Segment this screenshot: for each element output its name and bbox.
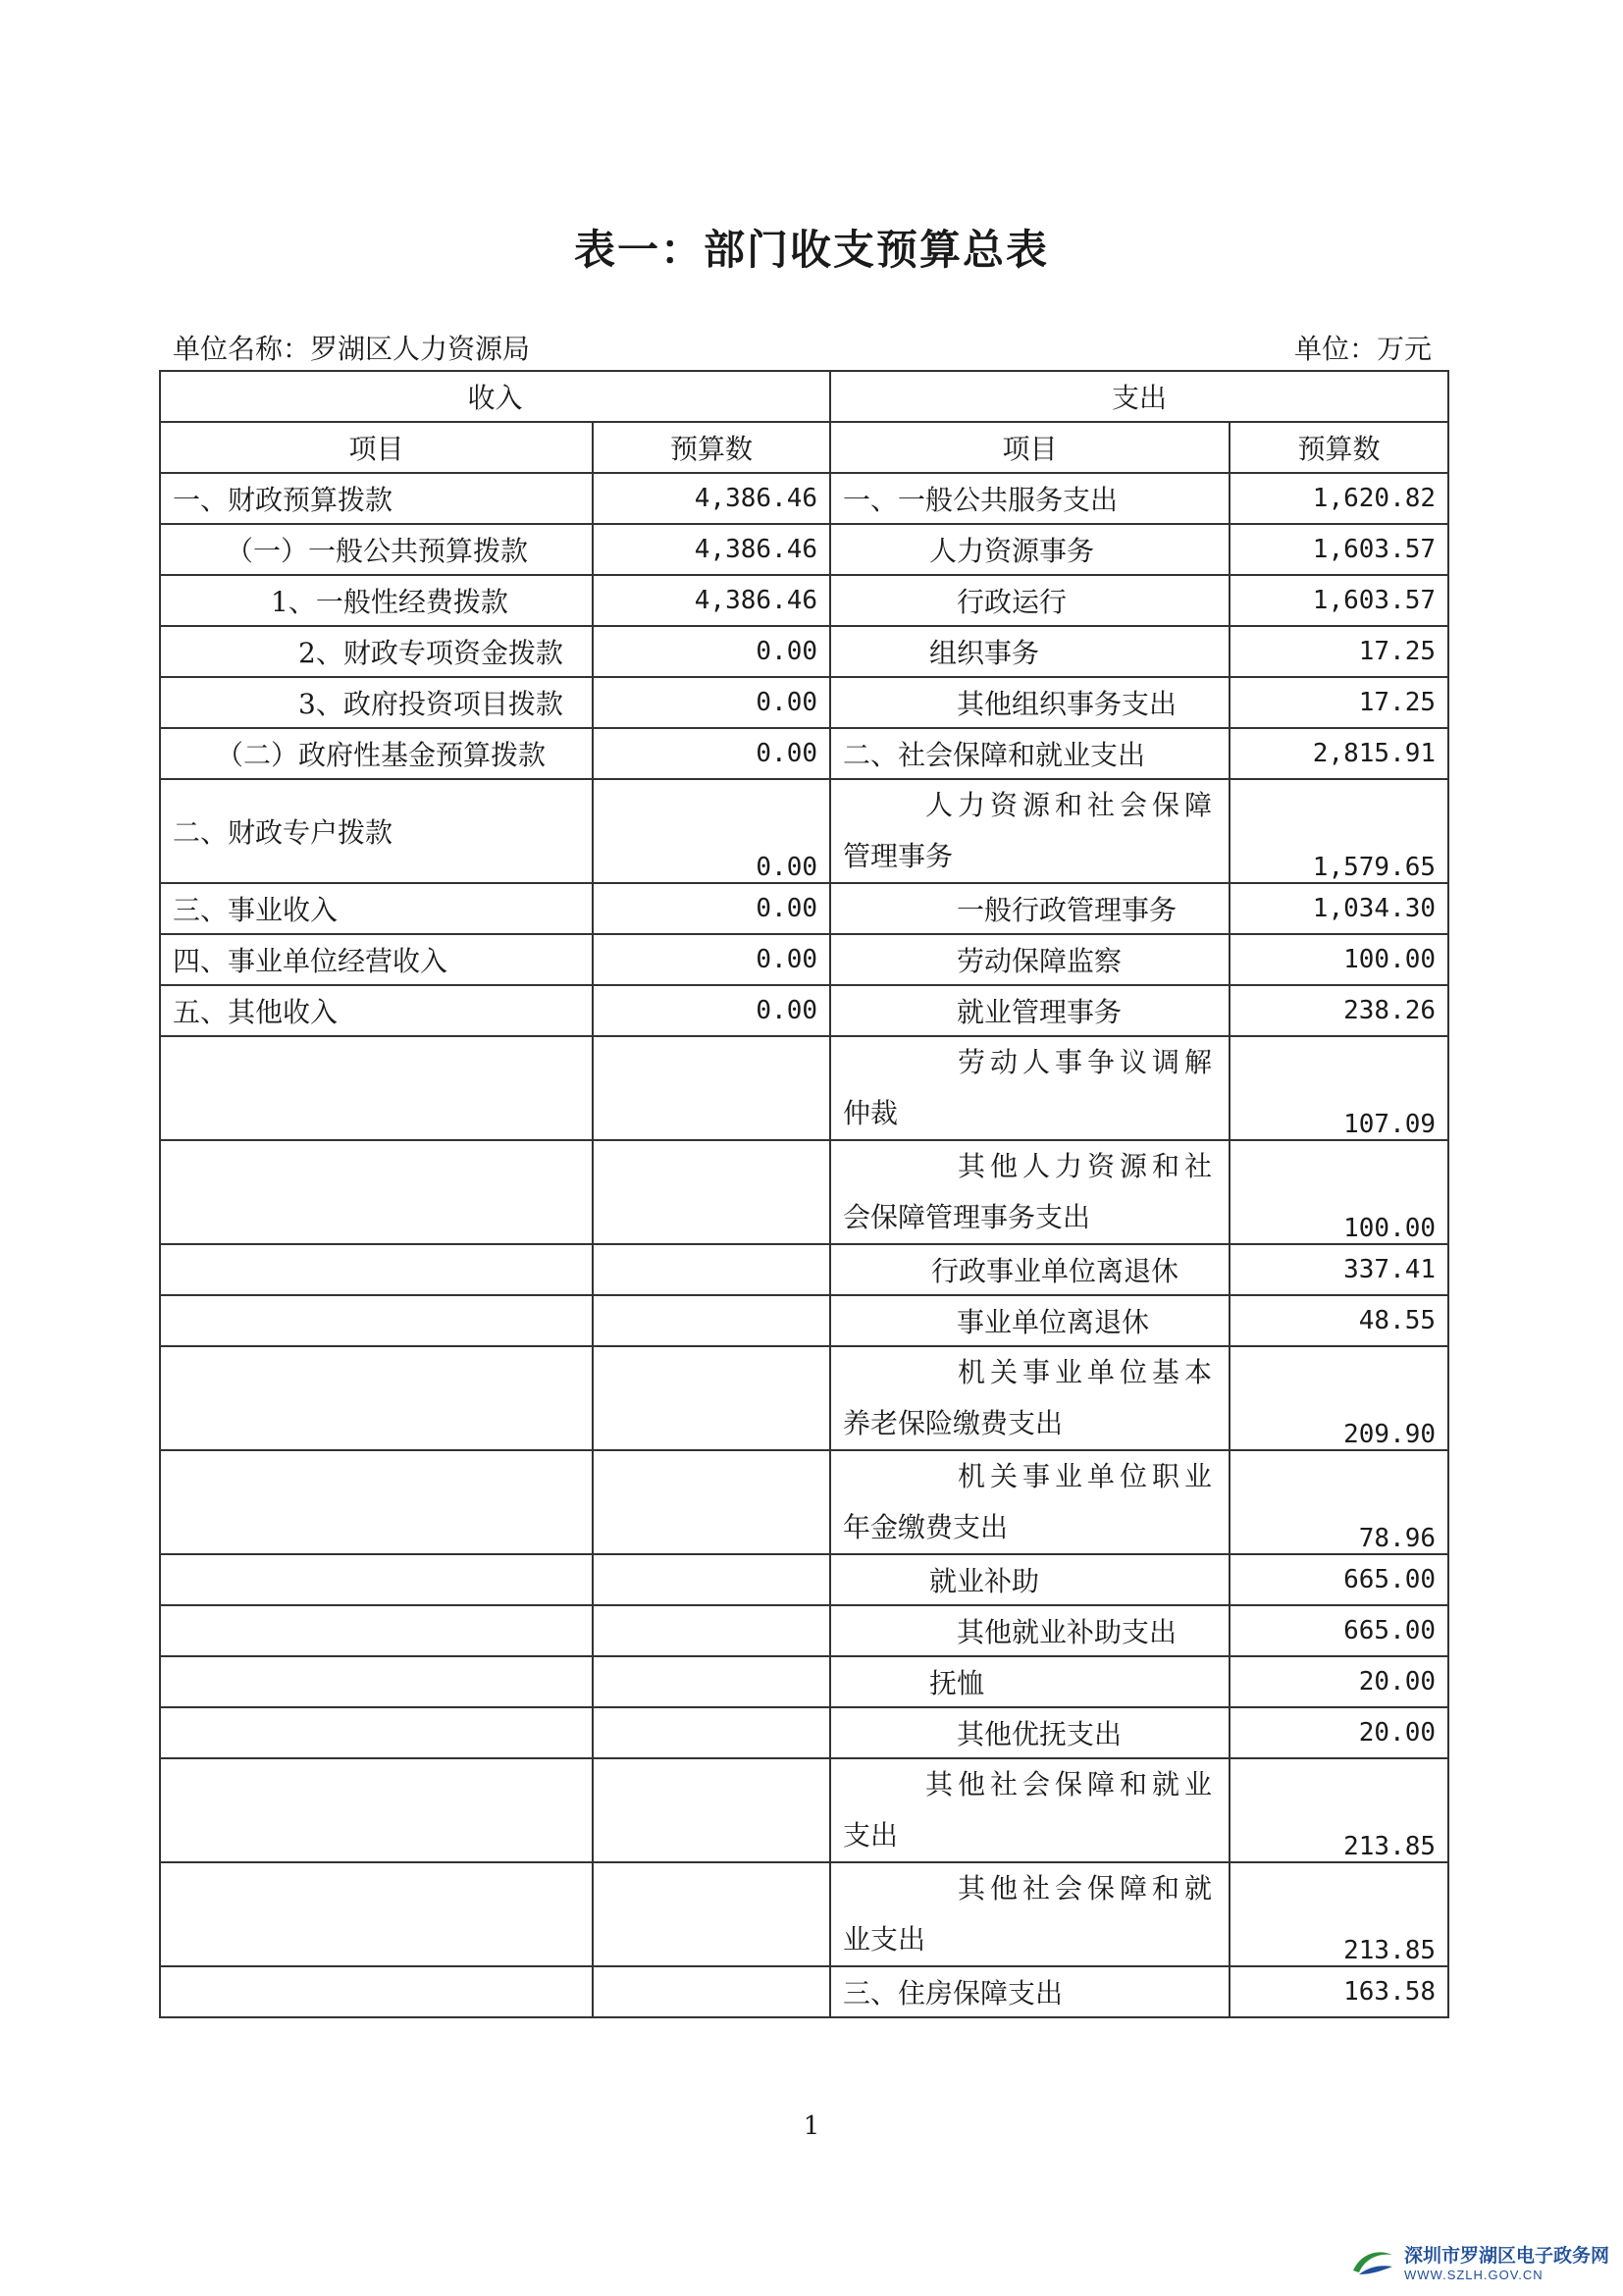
income-item-empty [160,1450,593,1554]
page-title: 表一：部门收支预算总表 [573,226,1049,274]
income-amount: 4,386.46 [593,524,830,575]
income-amount-empty [593,1656,830,1707]
expense-item: 组织事务 [830,626,1230,677]
income-item-empty [160,1966,593,2017]
expense-amount: 163.58 [1230,1966,1448,2017]
income-item: 3、政府投资项目拨款 [160,677,593,728]
expense-item: 其他优抚支出 [830,1707,1230,1758]
site-watermark [1349,2241,1609,2282]
expense-item-header: 项目 [830,422,1230,473]
expense-item: 劳动保障监察 [830,934,1230,985]
income-amount-empty [593,1036,830,1140]
income-item-header: 项目 [160,422,593,473]
table-row [160,1450,1448,1554]
table-row [160,985,1448,1036]
income-item: 三、事业收入 [160,883,593,934]
expense-item-line1: 人力资源和社会保障 [925,789,1218,821]
expense-item: 人力资源事务 [830,524,1230,575]
income-amount: 4,386.46 [593,575,830,626]
income-amount-empty [593,1966,830,2017]
expense-item [830,1758,1230,1862]
income-amount-empty [593,1554,830,1605]
expense-amount: 100.00 [1230,934,1448,985]
income-amount: 0.00 [593,883,830,934]
table-row [160,626,1448,677]
table-row [160,728,1448,779]
table-row [160,1605,1448,1656]
income-amount-empty [593,1450,830,1554]
income-amount-empty [593,1758,830,1862]
expense-item-line2: 养老保险缴费支出 [843,1407,1064,1439]
expense-item: 二、社会保障和就业支出 [830,728,1230,779]
expense-item-line2: 会保障管理事务支出 [843,1201,1091,1233]
table-row [160,473,1448,524]
table-row [160,575,1448,626]
table-row [160,1140,1448,1244]
income-amount: 4,386.46 [593,473,830,524]
expense-amount: 17.25 [1230,677,1448,728]
income-amount: 0.00 [593,677,830,728]
income-item-empty [160,1707,593,1758]
table-row [160,1554,1448,1605]
table-row [160,934,1448,985]
expense-amount: 213.85 [1230,1862,1448,1966]
expense-item [830,1140,1230,1244]
income-item-empty [160,1295,593,1346]
expense-amount: 1,034.30 [1230,883,1448,934]
table-row [160,524,1448,575]
table-row [160,1244,1448,1295]
income-amount-empty [593,1140,830,1244]
income-amount-empty [593,1295,830,1346]
expense-amount: 20.00 [1230,1656,1448,1707]
expense-item: 就业补助 [830,1554,1230,1605]
expense-item: 一般行政管理事务 [830,883,1230,934]
expense-item-line1: 其他社会保障和就业 [925,1768,1218,1800]
expense-item-line1: 其他社会保障和就 [958,1872,1218,1905]
income-item: 二、财政专户拨款 [160,779,593,883]
expense-item-line2: 仲裁 [843,1097,899,1129]
expense-item-line2: 管理事务 [843,840,954,872]
currency-unit: 单位：万元 [1293,333,1432,365]
expense-item-line2: 年金缴费支出 [843,1511,1009,1543]
income-amount-header: 预算数 [593,422,830,473]
watermark-name: 深圳市罗湖区电子政务网 [1403,2246,1609,2267]
table-row [160,1966,1448,2017]
expense-item: 其他就业补助支出 [830,1605,1230,1656]
income-item-empty [160,1862,593,1966]
expense-section-header: 支出 [830,371,1448,422]
expense-amount: 17.25 [1230,626,1448,677]
table-row [160,1707,1448,1758]
expense-amount: 1,579.65 [1230,779,1448,883]
income-amount-empty [593,1707,830,1758]
income-item-empty [160,1758,593,1862]
expense-amount: 665.00 [1230,1554,1448,1605]
table-row [160,1295,1448,1346]
budget-table [159,370,1449,2018]
income-amount: 0.00 [593,728,830,779]
income-amount: 0.00 [593,985,830,1036]
expense-amount-header: 预算数 [1230,422,1448,473]
expense-item-line1: 机关事业单位基本 [958,1356,1218,1388]
expense-item [830,1862,1230,1966]
expense-amount: 213.85 [1230,1758,1448,1862]
expense-item: 事业单位离退休 [830,1295,1230,1346]
expense-item: 其他组织事务支出 [830,677,1230,728]
expense-amount: 2,815.91 [1230,728,1448,779]
income-item-empty [160,1346,593,1450]
expense-item [830,1346,1230,1450]
expense-item: 一、一般公共服务支出 [830,473,1230,524]
income-amount-empty [593,1862,830,1966]
expense-amount: 107.09 [1230,1036,1448,1140]
income-amount-empty [593,1244,830,1295]
expense-amount: 1,603.57 [1230,524,1448,575]
income-item: 五、其他收入 [160,985,593,1036]
expense-amount: 20.00 [1230,1707,1448,1758]
income-item-empty [160,1605,593,1656]
expense-item: 行政运行 [830,575,1230,626]
expense-item: 行政事业单位离退休 [830,1244,1230,1295]
income-amount: 0.00 [593,626,830,677]
expense-amount: 209.90 [1230,1346,1448,1450]
income-item-empty [160,1656,593,1707]
expense-amount: 665.00 [1230,1605,1448,1656]
income-item-empty [160,1554,593,1605]
income-amount: 0.00 [593,779,830,883]
expense-item [830,779,1230,883]
expense-item [830,1450,1230,1554]
income-amount-empty [593,1346,830,1450]
table-row [160,883,1448,934]
table-row [160,1346,1448,1450]
expense-amount: 1,620.82 [1230,473,1448,524]
income-item: 1、一般性经费拨款 [160,575,593,626]
unit-name: 单位名称：罗湖区人力资源局 [173,333,531,365]
table-row [160,677,1448,728]
expense-amount: 238.26 [1230,985,1448,1036]
income-item: （二）政府性基金预算拨款 [160,728,593,779]
expense-amount: 100.00 [1230,1140,1448,1244]
table-row [160,1862,1448,1966]
expense-amount: 1,603.57 [1230,575,1448,626]
expense-amount: 48.55 [1230,1295,1448,1346]
table-row [160,779,1448,883]
income-item: 一、财政预算拨款 [160,473,593,524]
expense-item-line1: 其他人力资源和社 [958,1150,1218,1182]
income-section-header: 收入 [160,371,830,422]
column-header-row [160,422,1448,473]
expense-amount: 337.41 [1230,1244,1448,1295]
expense-item-line1: 机关事业单位职业 [958,1460,1218,1492]
page-number: 1 [803,2112,820,2141]
table-row [160,1656,1448,1707]
income-item-empty [160,1036,593,1140]
income-item-empty [160,1244,593,1295]
table-row [160,1036,1448,1140]
income-item-empty [160,1140,593,1244]
expense-item-line2: 业支出 [843,1923,926,1956]
income-item: 2、财政专项资金拨款 [160,626,593,677]
expense-item-line2: 支出 [843,1819,899,1852]
expense-amount: 78.96 [1230,1450,1448,1554]
expense-item: 抚恤 [830,1656,1230,1707]
expense-item: 就业管理事务 [830,985,1230,1036]
expense-item-line1: 劳动人事争议调解 [958,1046,1218,1078]
watermark-url: WWW.SZLH.GOV.CN [1403,2268,1544,2282]
site-logo-icon [1349,2245,1396,2278]
expense-item [830,1036,1230,1140]
section-header-row [160,371,1448,422]
income-item: （一）一般公共预算拨款 [160,524,593,575]
table-row [160,1758,1448,1862]
income-amount: 0.00 [593,934,830,985]
income-amount-empty [593,1605,830,1656]
expense-item: 三、住房保障支出 [830,1966,1230,2017]
income-item: 四、事业单位经营收入 [160,934,593,985]
